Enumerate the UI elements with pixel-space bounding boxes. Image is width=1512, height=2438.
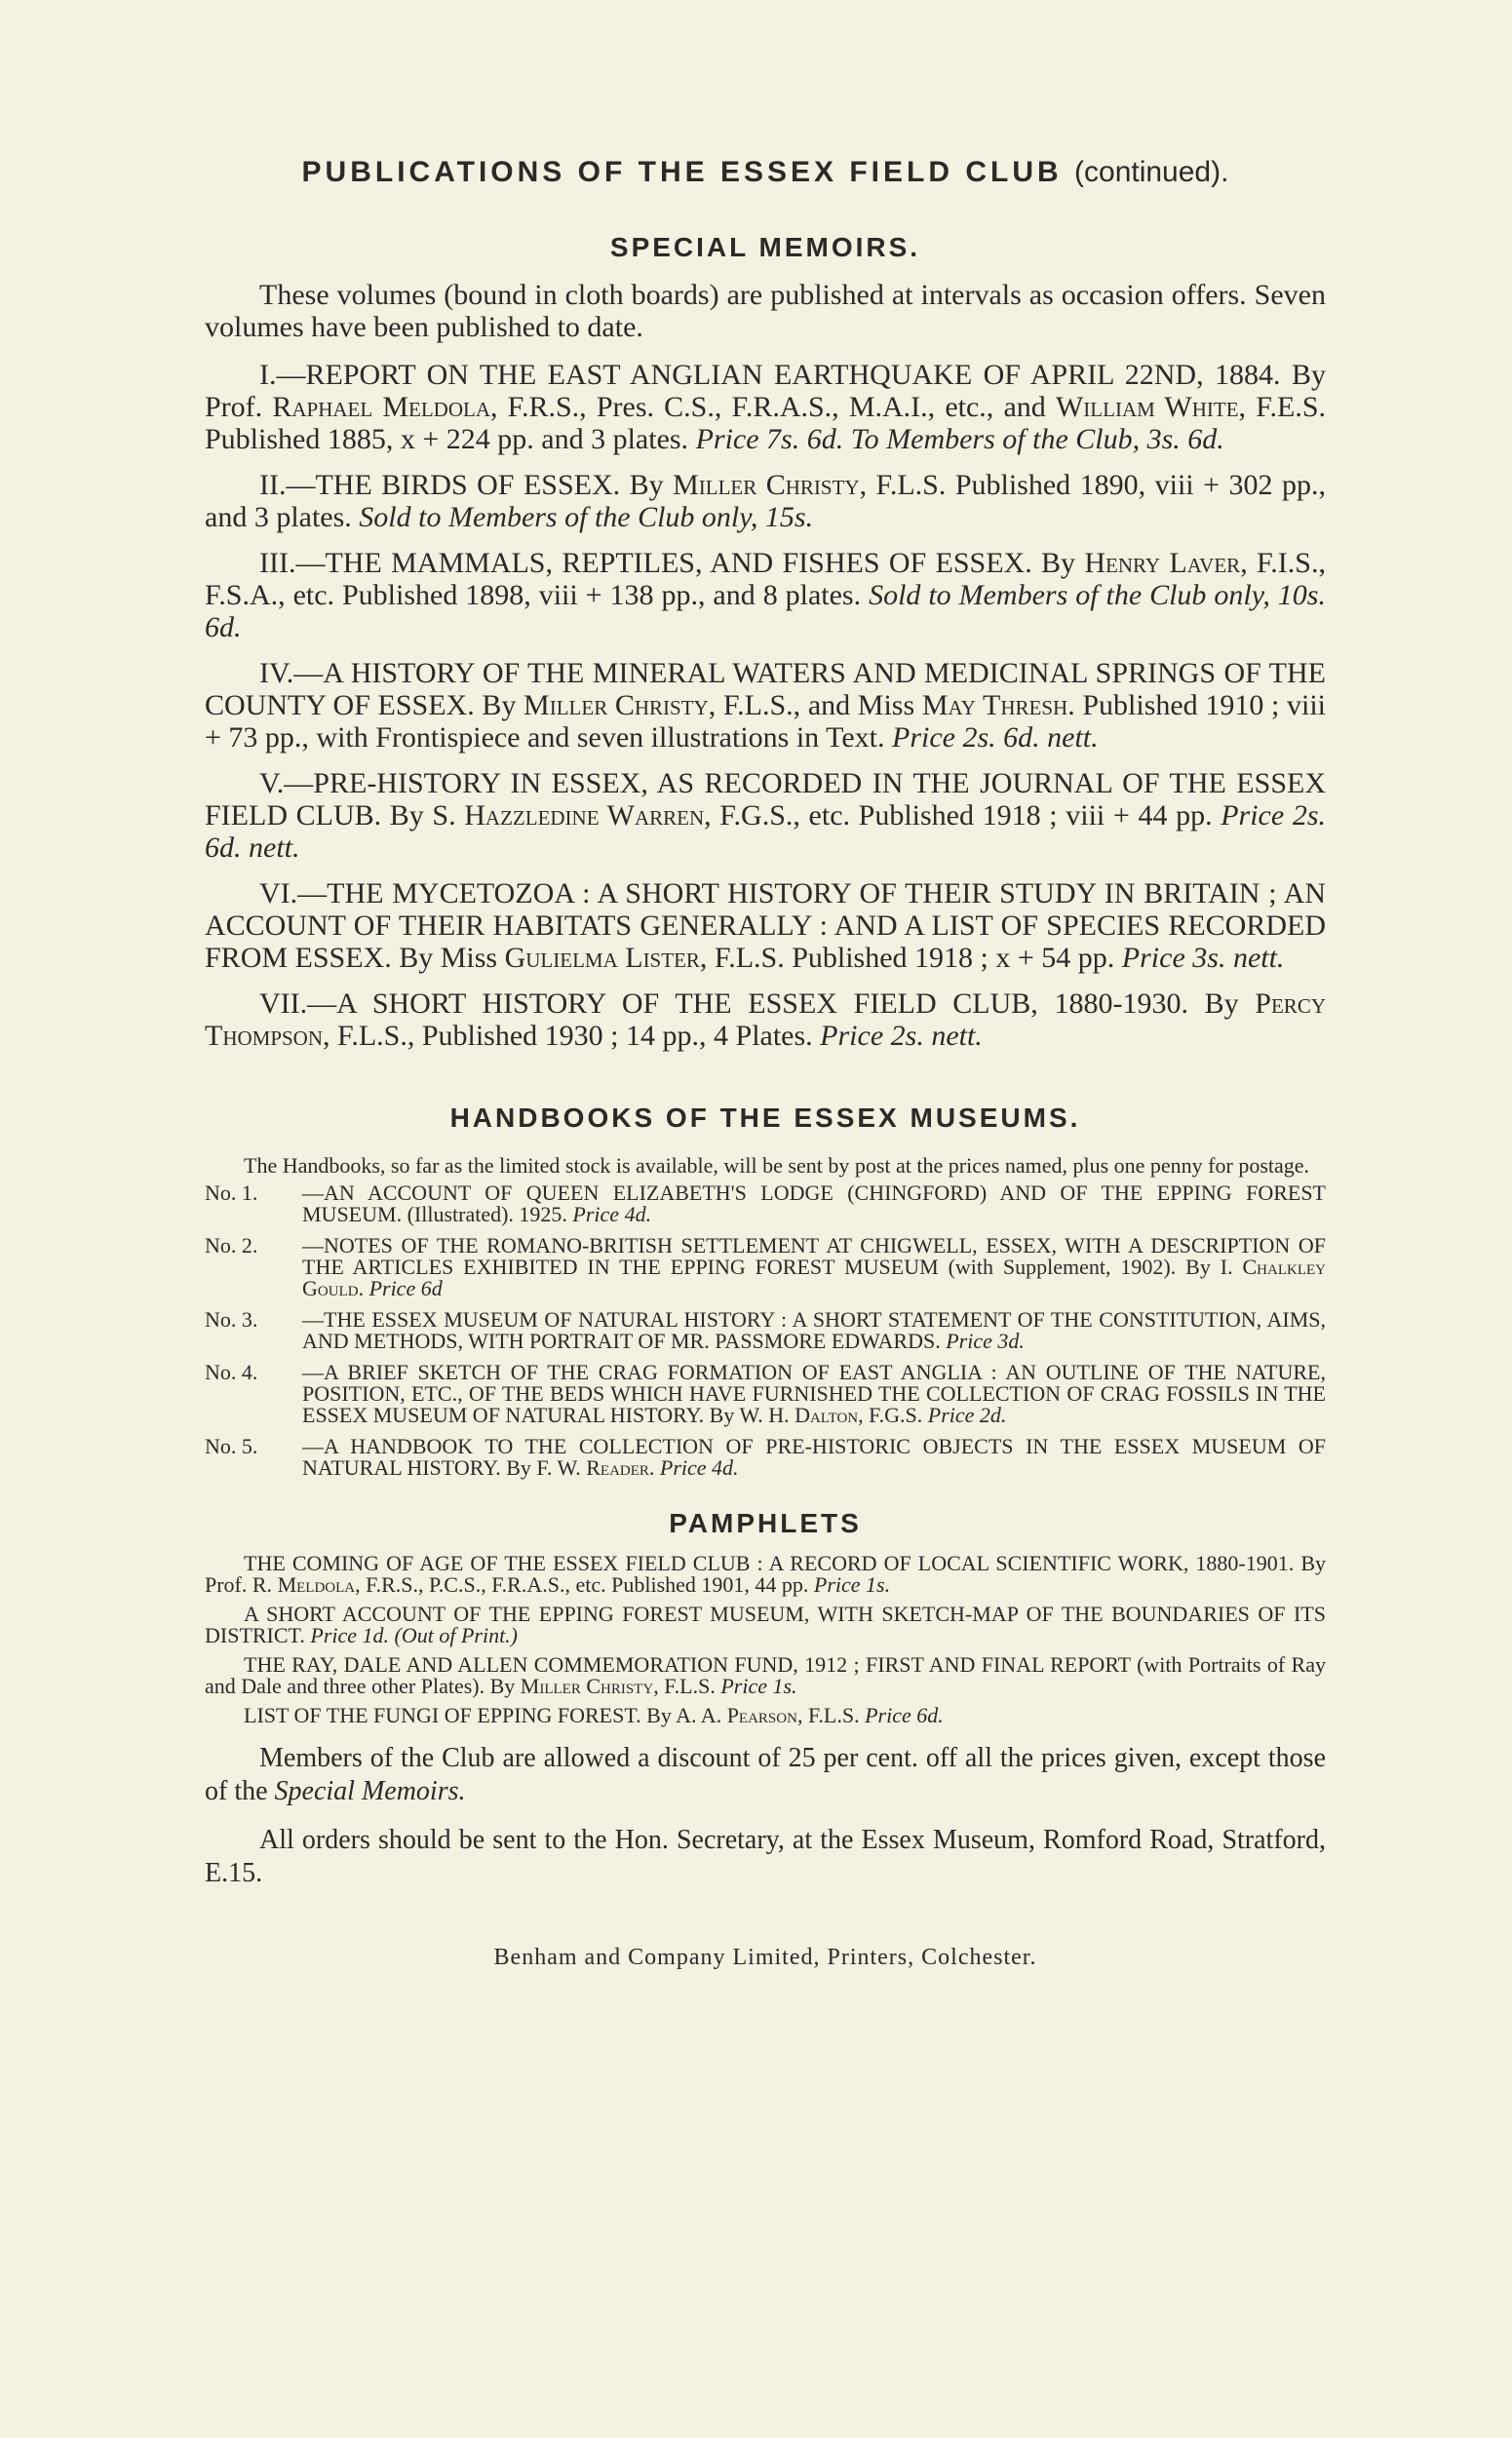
handbook-text: —AN ACCOUNT OF QUEEN ELIZABETH'S LODGE (CHINGFORD) AND OF THE EPPING FOREST MUSEUM. (Illustrated). 1925. Price 4d. xyxy=(302,1180,1326,1226)
pamphlet-item: A SHORT ACCOUNT OF THE EPPING FOREST MUSEUM, WITH SKETCH-MAP OF THE BOUNDARIES OF ITS DISTRICT. Price 1d. (Out of Print.) xyxy=(205,1602,1326,1647)
handbooks-intro: The Handbooks, so far as the limited stock is available, will be sent by post at the prices named, plus one penny for postage. xyxy=(244,1153,1310,1178)
handbook-number: No. 5. xyxy=(205,1434,258,1458)
handbooks-title: HANDBOOKS OF THE ESSEX MUSEUMS. xyxy=(449,1103,1081,1133)
handbook-item xyxy=(205,1309,1326,1352)
header-title: PUBLICATIONS OF THE ESSEX FIELD CLUB xyxy=(301,156,1063,188)
memoir-item: V.—PRE-HISTORY IN ESSEX, AS RECORDED IN THE JOURNAL OF THE ESSEX FIELD CLUB. By S. Hazzledine Warren, F.G.S., etc. Published 1918 ; viii + 44 pp. Price 2s. 6d. nett. xyxy=(205,767,1326,864)
document-page xyxy=(205,156,1326,1971)
special-memoirs-list xyxy=(205,359,1326,1052)
memoir-item: VII.—A SHORT HISTORY OF THE ESSEX FIELD CLUB, 1880-1930. By Percy Thompson, F.L.S., Published 1930 ; 14 pp., 4 Plates. Price 2s. nett. xyxy=(205,987,1326,1052)
handbook-text: —A HANDBOOK TO THE COLLECTION OF PRE-HISTORIC OBJECTS IN THE ESSEX MUSEUM OF NATURAL HISTORY. By F. W. Reader. Price 4d. xyxy=(302,1434,1326,1480)
pamphlet-item: THE RAY, DALE AND ALLEN COMMEMORATION FUND, 1912 ; FIRST AND FINAL REPORT (with Portraits of Ray and Dale and three other Plates). By Miller Christy, F.L.S. Price 1s. xyxy=(205,1652,1326,1698)
handbook-item xyxy=(205,1235,1326,1299)
special-memoirs-title: SPECIAL MEMOIRS. xyxy=(609,232,921,262)
handbook-number: No. 3. xyxy=(205,1307,258,1332)
discount-note: Members of the Club are allowed a discount of 25 per cent. off all the prices given, except those of the Special Memoirs. xyxy=(205,1743,1326,1806)
pamphlet-item: LIST OF THE FUNGI OF EPPING FOREST. By A. A. Pearson, F.L.S. Price 6d. xyxy=(244,1703,944,1727)
memoir-item: III.—THE MAMMALS, REPTILES, AND FISHES OF ESSEX. By Henry Laver, F.I.S., F.S.A., etc. Published 1898, viii + 138 pp., and 8 plates. Sold to Members of the Club only, 10s. 6d. xyxy=(205,547,1326,643)
handbook-item xyxy=(205,1436,1326,1479)
pamphlets-title: PAMPHLETS xyxy=(669,1508,862,1538)
memoir-item: VI.—THE MYCETOZOA : A SHORT HISTORY OF THEIR STUDY IN BRITAIN ; AN ACCOUNT OF THEIR HABITATS GENERALLY : AND A LIST OF SPECIES RECORDED FROM ESSEX. By Miss Gulielma Lister, F.L.S. Published 1918 ; x + 54 pp. Price 3s. nett. xyxy=(205,877,1326,974)
handbooks-list xyxy=(205,1182,1326,1479)
page-header xyxy=(205,156,1326,189)
handbook-item xyxy=(205,1182,1326,1225)
pamphlets-list xyxy=(205,1553,1326,1726)
handbook-number: No. 1. xyxy=(205,1180,258,1205)
handbook-text: —A BRIEF SKETCH OF THE CRAG FORMATION OF EAST ANGLIA : AN OUTLINE OF THE NATURE, POSITION, ETC., OF THE BEDS WHICH HAVE FURNISHED THE COLLECTION OF CRAG FOSSILS IN THE ESSEX MUSEUM OF NATURAL HISTORY. By W. H. Dalton, F.G.S. Price 2d. xyxy=(302,1360,1326,1427)
header-continued: (continued). xyxy=(1074,156,1229,188)
memoir-item: I.—REPORT ON THE EAST ANGLIAN EARTHQUAKE OF APRIL 22ND, 1884. By Prof. Raphael Meldola, F.R.S., Pres. C.S., F.R.A.S., M.A.I., etc., and William White, F.E.S. Published 1885, x + 224 pp. and 3 plates. Price 7s. 6d. To Members of the Club, 3s. 6d. xyxy=(205,359,1327,455)
printer-imprint: Benham and Company Limited, Printers, Colchester. xyxy=(493,1945,1037,1970)
memoir-item: IV.—A HISTORY OF THE MINERAL WATERS AND MEDICINAL SPRINGS OF THE COUNTY OF ESSEX. By Miller Christy, F.L.S., and Miss May Thresh. Published 1910 ; viii + 73 pp., with Frontispiece and seven illustrations in Text. Price 2s. 6d. nett. xyxy=(205,657,1326,754)
orders-note: All orders should be sent to the Hon. Secretary, at the Essex Museum, Romford Road, Stratford, E.15. xyxy=(205,1825,1326,1888)
handbook-text: —NOTES OF THE ROMANO-BRITISH SETTLEMENT AT CHIGWELL, ESSEX, WITH A DESCRIPTION OF THE ARTICLES EXHIBITED IN THE EPPING FOREST MUSEUM (with Supplement, 1902). By I. Chalkley Gould. Price 6d xyxy=(302,1233,1326,1300)
handbook-item xyxy=(205,1362,1326,1426)
handbook-number: No. 4. xyxy=(205,1360,258,1384)
special-memoirs-intro: These volumes (bound in cloth boards) are published at intervals as occasion offers. Seven volumes have been published to date. xyxy=(205,279,1326,343)
pamphlet-item: THE COMING OF AGE OF THE ESSEX FIELD CLUB : A RECORD OF LOCAL SCIENTIFIC WORK, 1880-1901. By Prof. R. Meldola, F.R.S., P.C.S., F.R.A.S., etc. Published 1901, 44 pp. Price 1s. xyxy=(205,1551,1326,1597)
memoir-item: II.—THE BIRDS OF ESSEX. By Miller Christy, F.L.S. Published 1890, viii + 302 pp., and 3 plates. Sold to Members of the Club only, 15s. xyxy=(205,469,1326,533)
handbook-text: —THE ESSEX MUSEUM OF NATURAL HISTORY : A SHORT STATEMENT OF THE CONSTITUTION, AIMS, AND METHODS, WITH PORTRAIT OF MR. PASSMORE EDWARDS. Price 3d. xyxy=(302,1307,1326,1353)
handbook-number: No. 2. xyxy=(205,1233,258,1258)
